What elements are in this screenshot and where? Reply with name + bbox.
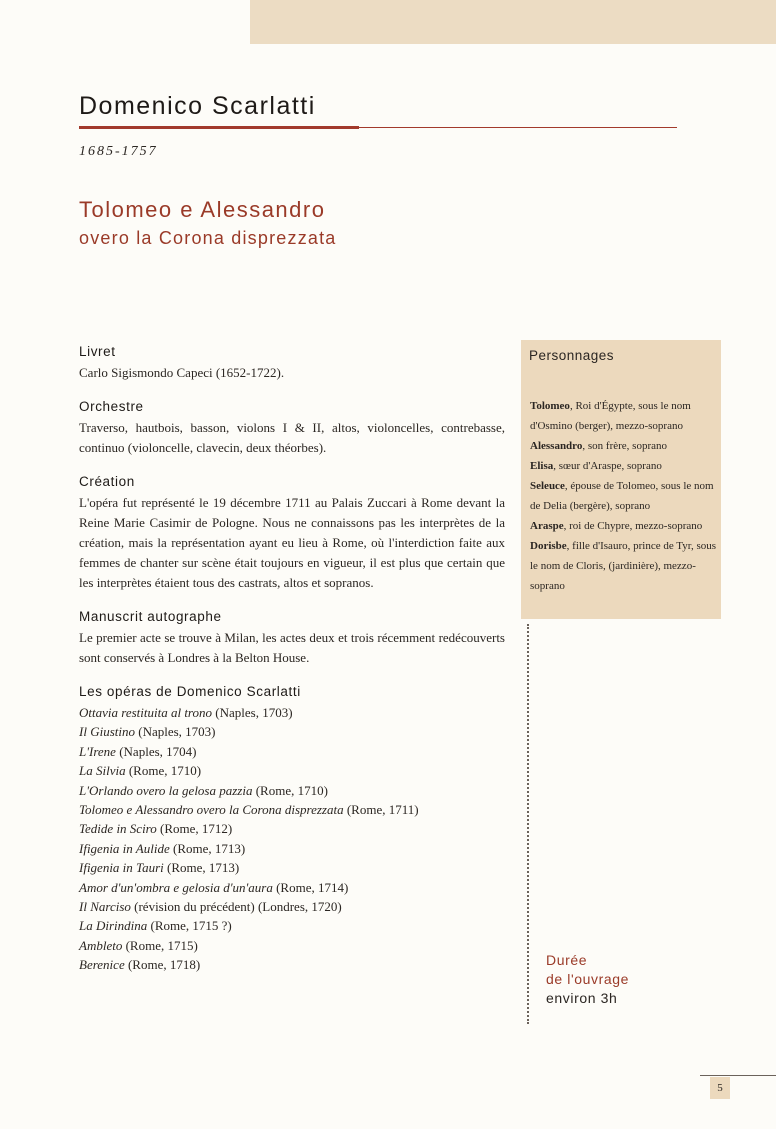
opera-detail-text: (révision du précédent) (Londres, 1720): [130, 899, 342, 915]
opera-title-text: Tolomeo e Alessandro overo la Corona disprezzata: [79, 802, 344, 818]
character-item: [530, 536, 718, 596]
opera-title-text: Berenice: [79, 957, 125, 973]
opera-list-item: [79, 819, 505, 838]
duration-value: environ 3h: [546, 990, 618, 1006]
character-item: [530, 396, 718, 436]
opera-list-item: [79, 858, 505, 877]
opera-title-text: Amor d'un'ombra e gelosia d'un'aura: [79, 879, 273, 895]
section-heading: Livret: [79, 344, 116, 359]
opera-detail-text: (Rome, 1710): [252, 782, 328, 798]
opera-detail-text: (Rome, 1713): [163, 860, 240, 876]
character-description: , sœur d'Araspe, soprano: [553, 460, 662, 472]
character-description: , son frère, soprano: [582, 440, 667, 452]
character-name: Dorisbe: [530, 540, 567, 552]
character-description: , fille d'Isauro, prince de Tyr, sous le nom de Cloris, (jardinière), mezzo-soprano: [530, 540, 717, 592]
title-rule-accent: [79, 126, 359, 129]
section-heading: Création: [79, 474, 135, 489]
opera-title-text: La Dirindina: [79, 918, 148, 934]
section-body: Traverso, hautbois, basson, violons I & II, altos, violoncelles, contrebasse, continuo (violoncelle, clavecin, deux théorbes).: [79, 420, 505, 455]
opera-detail-text: (Rome, 1710): [125, 763, 202, 779]
main-column: [79, 342, 505, 989]
opera-title-text: L'Irene: [79, 743, 116, 759]
section-body: L'opéra fut représenté le 19 décembre 1711 au Palais Zuccari à Rome devant la Reine Marie Casimir de Pologne. Nous ne connaissons pas les interprètes de la création, mais la représentation ayant eu lieu à Rome, où l'interdiction faite aux femmes de chanter sur scène était toujours en vigueur, il est plus que certain que les interprètes étaient tous des castrats, altos et sopranos.: [79, 495, 505, 590]
section-body: Le premier acte se trouve à Milan, les actes deux et trois récemment redécouverts sont conservés à Londres à la Belton House.: [79, 630, 505, 665]
character-item: [530, 456, 718, 476]
opera-list-item: [79, 936, 505, 955]
opera-detail-text: (Naples, 1704): [115, 743, 197, 759]
character-name: Alessandro: [530, 440, 583, 452]
section-livret: [79, 342, 505, 383]
opera-title-text: Ifigenia in Tauri: [79, 860, 164, 876]
character-item: [530, 516, 718, 536]
opera-detail-text: (Rome, 1714): [272, 879, 349, 895]
section-heading: Manuscrit autographe: [79, 609, 222, 624]
character-name: Elisa: [530, 460, 554, 472]
opera-list-item: [79, 897, 505, 916]
composer-name: Domenico Scarlatti: [79, 92, 316, 120]
section-orchestre: [79, 397, 505, 458]
opera-detail-text: (Rome, 1712): [156, 821, 233, 837]
top-decorative-band: [250, 0, 776, 44]
operas-list: [79, 703, 505, 975]
footer-rule: [700, 1075, 776, 1076]
character-item: [530, 436, 718, 456]
character-description: , Roi d'Égypte, sous le nom d'Osmino (berger), mezzo-soprano: [530, 400, 691, 432]
opera-detail-text: (Rome, 1711): [343, 802, 419, 818]
duration-label-2: de l'ouvrage: [546, 971, 630, 987]
opera-title-text: Ambleto: [79, 937, 123, 953]
opera-subtitle: overo la Corona disprezzata: [79, 228, 337, 248]
opera-list-item: [79, 878, 505, 897]
opera-title-text: La Silvia: [79, 763, 126, 779]
opera-title-text: Ifigenia in Aulide: [79, 840, 170, 856]
duration-label: Durée: [546, 952, 588, 968]
opera-title-text: Ottavia restituita al trono: [79, 705, 213, 720]
dotted-divider: [527, 624, 529, 1024]
opera-list-item: [79, 781, 505, 800]
opera-detail-text: (Rome, 1715 ?): [147, 918, 232, 934]
character-item: [530, 476, 718, 516]
opera-list-item: [79, 839, 505, 858]
duration-block: [546, 951, 629, 1008]
section-heading: Orchestre: [79, 399, 144, 414]
character-name: Araspe: [530, 520, 564, 532]
opera-list-item: [79, 742, 505, 761]
opera-title: Tolomeo e Alessandro: [79, 197, 326, 222]
opera-list-item: [79, 761, 505, 780]
opera-list-item: [79, 916, 505, 935]
character-name: Tolomeo: [530, 400, 570, 412]
opera-list-item: [79, 800, 505, 819]
character-description: , roi de Chypre, mezzo-soprano: [563, 520, 703, 532]
opera-detail-text: (Naples, 1703): [134, 724, 216, 740]
opera-detail-text: (Rome, 1713): [169, 840, 246, 856]
opera-list-item: [79, 955, 505, 974]
sidebar-heading: Personnages: [529, 348, 615, 363]
character-name: Seleuce: [530, 480, 565, 492]
opera-title-text: L'Orlando overo la gelosa pazzia: [79, 782, 253, 798]
section-heading: Les opéras de Domenico Scarlatti: [79, 684, 301, 699]
opera-list-item: [79, 722, 505, 741]
section-creation: [79, 472, 505, 593]
opera-title-text: Il Giustino: [79, 724, 135, 740]
composer-dates: 1685-1757: [79, 144, 158, 159]
opera-detail-text: (Rome, 1718): [124, 957, 201, 973]
opera-title-text: Il Narciso: [79, 899, 131, 915]
opera-detail-text: (Naples, 1703): [212, 705, 293, 720]
page-number: 5: [710, 1077, 730, 1099]
section-manuscrit: [79, 607, 505, 668]
opera-list-item: [79, 703, 505, 722]
character-description: , épouse de Tolomeo, sous le nom de Delia (bergère), soprano: [530, 480, 714, 512]
characters-sidebar: [521, 340, 721, 619]
characters-list: [530, 396, 718, 596]
section-body: Carlo Sigismondo Capeci (1652-1722).: [79, 365, 285, 380]
opera-title-text: Tedide in Sciro: [79, 821, 157, 837]
section-operas: [79, 682, 505, 975]
opera-detail-text: (Rome, 1715): [122, 937, 198, 953]
